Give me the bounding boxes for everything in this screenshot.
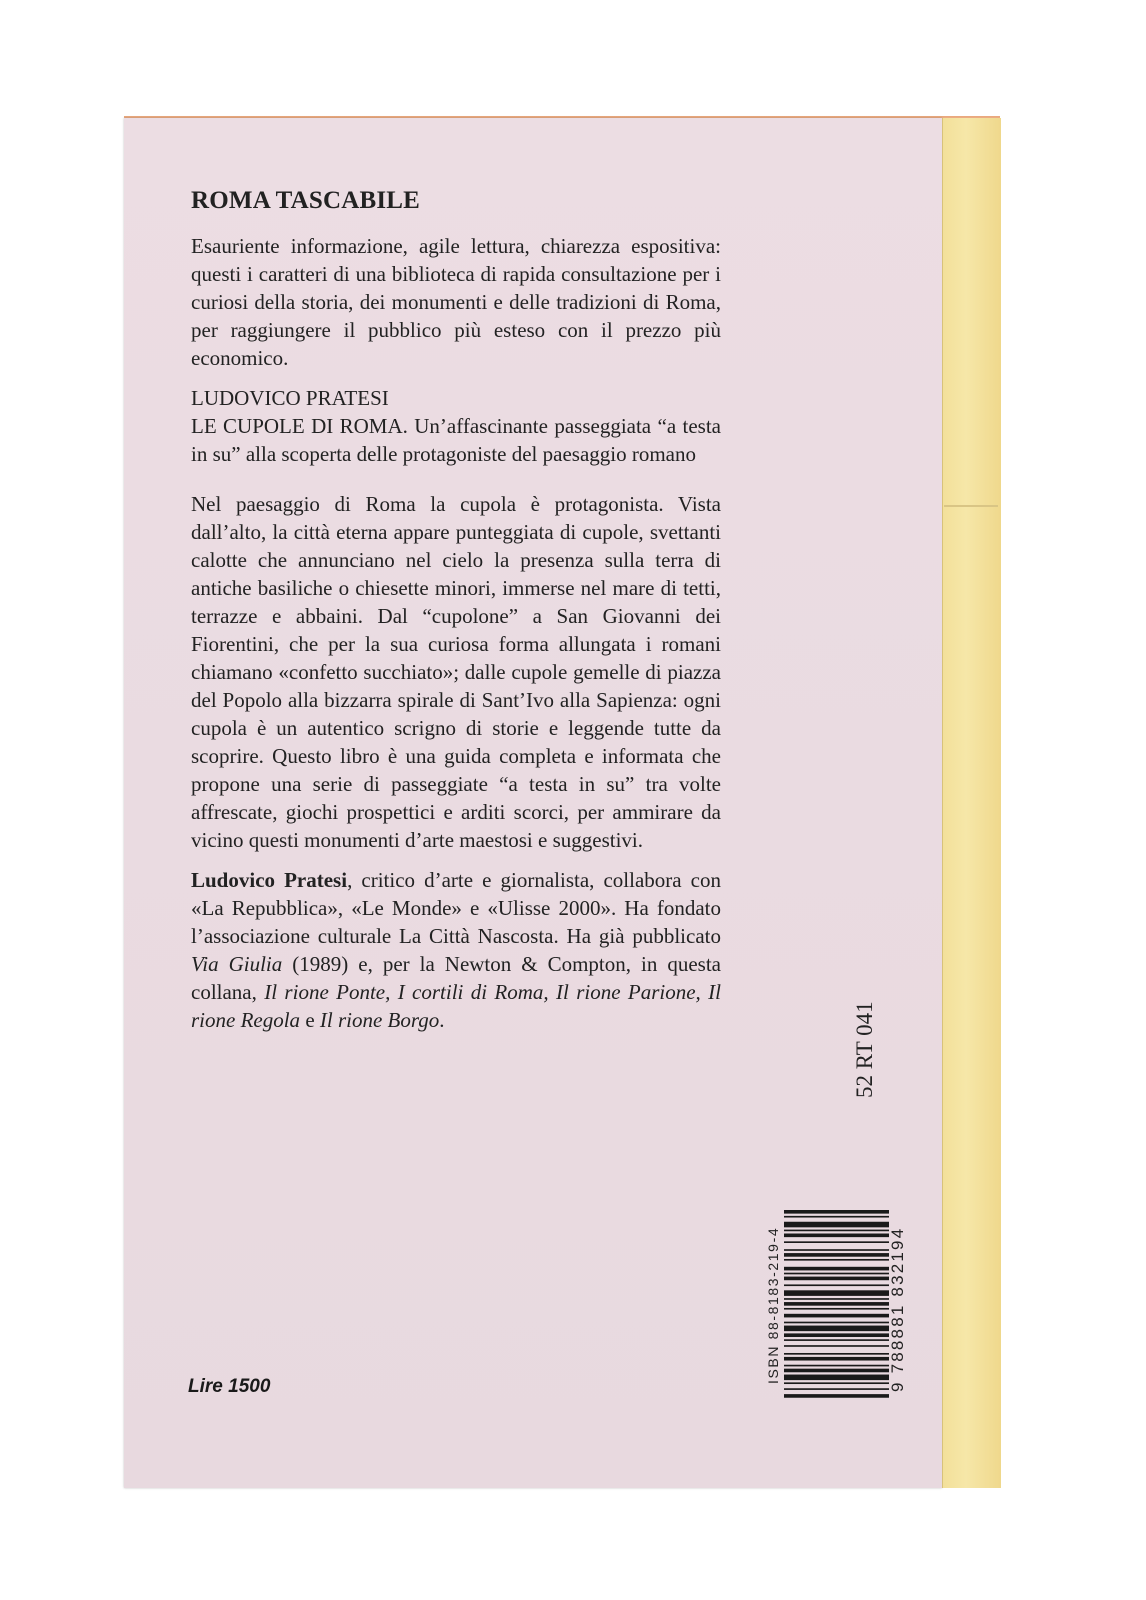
back-cover-text [191,186,721,1034]
barcode-bar [784,1369,889,1373]
barcode-bar [784,1222,889,1228]
author-bio-text: (1989) e, per la Newton & Compton, in questa collana, [191,952,721,1004]
barcode-bar [784,1210,889,1214]
author-bio-text: . [439,1008,445,1032]
author-bio-text: e [300,1008,320,1032]
catalog-code: 52 RT 041 [852,1001,877,1098]
barcode-bar [784,1345,889,1347]
spine-crease [944,505,998,507]
barcode-bar [784,1259,889,1261]
book-title: LE CUPOLE DI ROMA. [191,414,408,438]
book-title-line [191,412,721,468]
barcode-bar [784,1394,889,1398]
barcode-bars [784,1210,889,1400]
book-blurb: Nel paesaggio di Roma la cupola è protagonista. Vista dall’alto, la città eterna appare punteggiata di cupole, svettanti calotte che annunciano nel cielo la presenza sulla terra di antiche basiliche o chiesette minori, immerse nel mare di tetti, terrazze e abbaini. Dal “cupolone” a San Giovanni dei Fiorentini, che per la sua curiosa forma allungata i romani chiamano «confetto succhiato»; dalle cupole gemelle di piazza del Popolo alla bizzarra spirale di Sant’Ivo alla Sapienza: ogni cupola è un autentico scrigno di storie e leggende tutte da scoprire. Questo libro è una guida completa e informata che propone una serie di passeggiate “a testa in su” tra volte affrescate, giochi prospettici e arditi scorci, per ammirare da vicino questi monumenti d’arte maestosi e suggestivi. [191,492,721,852]
author-bio-work: Il rione Borgo [319,1008,440,1032]
barcode-bar [784,1241,889,1243]
barcode-bar [784,1382,889,1384]
barcode-bar [784,1365,889,1367]
barcode-bar [784,1234,889,1238]
barcode-bar [784,1284,889,1286]
author-bio-works: Il rione Ponte, I cortili di Roma, Il rione Parione, Il rione Regola [191,980,721,1032]
barcode-bar [784,1277,889,1281]
barcode-bar [784,1308,889,1310]
barcode-bar [784,1249,889,1251]
barcode-bar [784,1326,889,1332]
barcode-bar [784,1298,889,1300]
barcode-bar [784,1388,889,1390]
series-title: ROMA TASCABILE [191,187,421,214]
barcode-bar [784,1333,889,1337]
barcode-bar [784,1290,889,1296]
barcode-bar [784,1216,889,1218]
barcode-bar [784,1314,889,1318]
barcode-bar [784,1353,889,1355]
price-label: Lire 1500 [188,1376,271,1397]
barcode-bar [784,1322,889,1324]
book-spine-edge [942,118,1001,1488]
author-bio [191,866,721,1034]
barcode-bar [784,1357,889,1361]
book-author: LUDOVICO PRATESI [191,386,389,410]
author-bio-work: Via Giulia [191,952,283,976]
barcode-bar [784,1302,889,1306]
barcode-bar [784,1375,889,1381]
barcode-bar [784,1273,889,1275]
author-bio-name: Ludovico Pratesi [191,868,348,892]
barcode-bar [784,1339,889,1341]
series-description: Esauriente informazione, agile lettura, chiarezza espositiva: questi i caratteri di una biblioteca di rapida consultazione per i curiosi della storia, dei monumenti e delle tradizioni di Roma, per raggiungere il pubblico più esteso con il prezzo più economico. [191,234,721,370]
author-bio-text: , critico d’arte e giornalista, collabora con «La Repubblica», «Le Monde» e «Ulisse 2000». Ha fondato l’associazione culturale La Città Nascosta. Ha già pubblicato [191,868,721,948]
ean-number: 9 788881 832194 [888,1226,907,1392]
barcode-bar [784,1267,889,1271]
barcode-bar [784,1230,889,1232]
barcode-bar [784,1253,889,1257]
book-subtitle: Un’affascinante passeggiata “a testa in su” alla scoperta delle protagoniste del paesaggio romano [191,414,721,466]
isbn-number: ISBN 88-8183-219-4 [765,1226,781,1384]
